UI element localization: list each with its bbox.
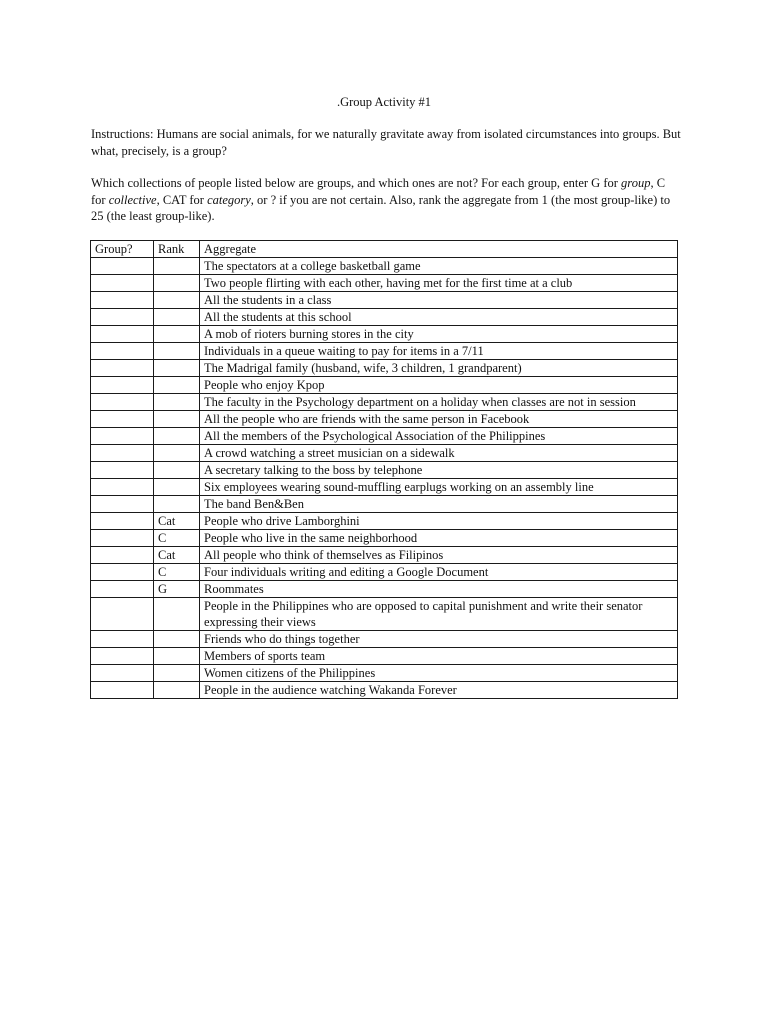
rank-cell[interactable] [154,445,200,462]
aggregate-cell: All the members of the Psychological Association of the Philippines [200,428,678,445]
rank-cell[interactable] [154,377,200,394]
rank-cell[interactable] [154,631,200,648]
rank-cell[interactable] [154,682,200,699]
aggregate-cell: All the students at this school [200,309,678,326]
aggregate-cell: A crowd watching a street musician on a sidewalk [200,445,678,462]
table-row [91,479,678,496]
table-row [91,258,678,275]
group-cell[interactable] [91,631,154,648]
rank-cell[interactable] [154,343,200,360]
aggregate-cell: People in the audience watching Wakanda Forever [200,682,678,699]
group-cell[interactable] [91,564,154,581]
table-row [91,631,678,648]
aggregate-cell: Women citizens of the Philippines [200,665,678,682]
question-text-1: Which collections of people listed below are groups, and which ones are not? For each group, enter G for [91,176,622,190]
table-row [91,581,678,598]
aggregate-cell: All the people who are friends with the same person in Facebook [200,411,678,428]
table-header-row [91,241,678,258]
rank-cell[interactable] [154,326,200,343]
rank-cell[interactable] [154,360,200,377]
table-row [91,564,678,581]
table-row [91,682,678,699]
table-row [91,598,678,631]
question-text-4: , or ? if you are not certain. Also, rank the aggregate from 1 (the most group-like) to 25 (the least group-like). [91,192,671,223]
rank-cell[interactable]: C [154,530,200,547]
table-row [91,394,678,411]
table-row [91,665,678,682]
group-cell[interactable] [91,530,154,547]
table-row [91,496,678,513]
group-cell[interactable] [91,598,154,631]
aggregate-cell: The band Ben&Ben [200,496,678,513]
table-row [91,513,678,530]
table-row [91,428,678,445]
group-cell[interactable] [91,377,154,394]
rank-cell[interactable] [154,275,200,292]
aggregate-cell: The faculty in the Psychology department on a holiday when classes are not in session [200,394,678,411]
aggregate-cell: All people who think of themselves as Filipinos [200,547,678,564]
aggregate-cell: People in the Philippines who are opposed to capital punishment and write their senator expressing their views [200,598,678,631]
table-row [91,547,678,564]
rank-cell[interactable] [154,462,200,479]
group-cell[interactable] [91,411,154,428]
aggregate-cell: People who live in the same neighborhood [200,530,678,547]
header-group: Group? [91,241,154,258]
rank-cell[interactable] [154,428,200,445]
group-cell[interactable] [91,445,154,462]
group-cell[interactable] [91,479,154,496]
group-cell[interactable] [91,665,154,682]
aggregate-cell: People who drive Lamborghini [200,513,678,530]
rank-cell[interactable] [154,258,200,275]
instructions-paragraph: Instructions: Humans are social animals, for we naturally gravitate away from isolated circumstances into groups. But what, precisely, is a group? [91,127,681,158]
aggregate-cell: People who enjoy Kpop [200,377,678,394]
table-row [91,648,678,665]
group-cell[interactable] [91,581,154,598]
question-text-2: , C for [91,176,666,207]
rank-cell[interactable] [154,496,200,513]
group-cell[interactable] [91,275,154,292]
table-row [91,292,678,309]
rank-cell[interactable] [154,665,200,682]
group-term: group [621,176,651,190]
group-cell[interactable] [91,462,154,479]
rank-cell[interactable]: C [154,564,200,581]
table-row [91,530,678,547]
group-cell[interactable] [91,648,154,665]
group-cell[interactable] [91,513,154,530]
rank-cell[interactable] [154,309,200,326]
group-cell[interactable] [91,292,154,309]
group-cell[interactable] [91,258,154,275]
table-row [91,445,678,462]
group-cell[interactable] [91,682,154,699]
aggregate-cell: Four individuals writing and editing a Google Document [200,564,678,581]
category-term: category [207,192,251,207]
rank-cell[interactable]: Cat [154,547,200,564]
group-cell[interactable] [91,343,154,360]
group-cell[interactable] [91,326,154,343]
table-row [91,411,678,428]
header-aggregate: Aggregate [200,241,678,258]
group-cell[interactable] [91,547,154,564]
rank-cell[interactable] [154,292,200,309]
aggregate-cell: The Madrigal family (husband, wife, 3 children, 1 grandparent) [200,360,678,377]
group-cell[interactable] [91,309,154,326]
rank-cell[interactable] [154,479,200,496]
aggregate-cell: Roommates [200,581,678,598]
rank-cell[interactable]: Cat [154,513,200,530]
aggregate-cell: Friends who do things together [200,631,678,648]
table-row [91,377,678,394]
aggregate-table [90,240,678,699]
table-row [91,462,678,479]
table-row [91,343,678,360]
table-body [91,258,678,699]
group-cell[interactable] [91,394,154,411]
table-row [91,275,678,292]
header-rank: Rank [154,241,200,258]
aggregate-cell: Six employees wearing sound-muffling earplugs working on an assembly line [200,479,678,496]
question-text-3: , CAT for [156,192,208,207]
rank-cell[interactable]: G [154,581,200,598]
collective-term: collective [108,192,157,207]
table-row [91,326,678,343]
rank-cell[interactable] [154,648,200,665]
aggregate-cell: Two people flirting with each other, having met for the first time at a club [200,275,678,292]
aggregate-cell: A secretary talking to the boss by telephone [200,462,678,479]
question-paragraph [91,175,681,225]
aggregate-cell: All the students in a class [200,292,678,309]
aggregate-cell: The spectators at a college basketball game [200,258,678,275]
aggregate-cell: Individuals in a queue waiting to pay for items in a 7/11 [200,343,678,360]
group-cell[interactable] [91,428,154,445]
rank-cell[interactable] [154,411,200,428]
rank-cell[interactable] [154,598,200,631]
rank-cell[interactable] [154,394,200,411]
page-title: .Group Activity #1 [336,95,432,109]
aggregate-cell: Members of sports team [200,648,678,665]
table-row [91,360,678,377]
group-cell[interactable] [91,360,154,377]
group-cell[interactable] [91,496,154,513]
aggregate-cell: A mob of rioters burning stores in the city [200,326,678,343]
table-row [91,309,678,326]
